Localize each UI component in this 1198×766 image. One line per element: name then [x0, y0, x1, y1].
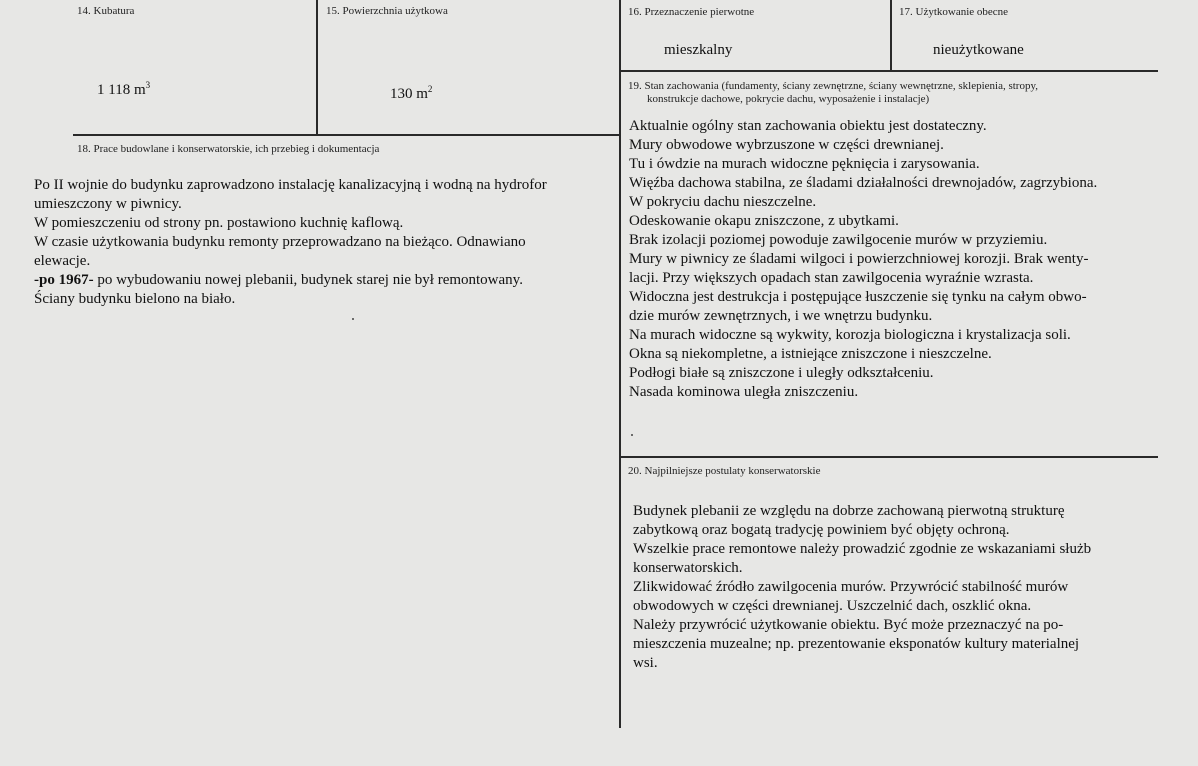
stan-label-line1: 19. Stan zachowania (fundamenty, ściany zewnętrzne, ściany wewnętrzne, sklepienia, stropy,: [628, 80, 1039, 92]
kubatura-value: [97, 80, 150, 99]
postulaty-line: Zlikwidować źródło zawilgocenia murów. Przywrócić stabilność murów: [633, 579, 1069, 595]
postulaty-line: obwodowych w części drewnianej. Uszczelnić dach, oszklić okna.: [633, 598, 1032, 614]
postulaty-line: Wszelkie prace remontowe należy prowadzić zgodnie ze wskazaniami służb: [633, 541, 1092, 557]
prace-line: [34, 271, 600, 290]
stan-line: Nasada kominowa uległa zniszczeniu.: [629, 384, 859, 400]
stan-line: Odeskowanie okapu zniszczone, z ubytkami.: [629, 213, 899, 229]
stan-line: Aktualnie ogólny stan zachowania obiektu jest dostateczny.: [629, 118, 987, 134]
powierzchnia-label: 15. Powierzchnia użytkowa: [326, 5, 448, 17]
divider: [890, 0, 892, 72]
prace-line: Ściany budynku bielono na biało.: [34, 291, 236, 307]
prace-label: 18. Prace budowlane i konserwatorskie, ich przebieg i dokumentacja: [77, 143, 380, 155]
prace-text: [34, 176, 600, 309]
stan-line: W pokryciu dachu nieszczelne.: [629, 194, 817, 210]
stan-text: [629, 117, 1149, 402]
divider: [620, 70, 1158, 72]
prace-date-bold: -po 1967-: [34, 272, 94, 288]
uzytkowanie-label: 17. Użytkowanie obecne: [899, 6, 1009, 18]
divider: [73, 134, 620, 136]
stray-mark: [631, 434, 633, 436]
stray-mark: [352, 318, 354, 320]
stan-line: Na murach widoczne są wykwity, korozja biologiczna i krystalizacja soli.: [629, 327, 1071, 343]
postulaty-label: 20. Najpilniejsze postulaty konserwatorskie: [628, 465, 821, 477]
prace-line: elewacje.: [34, 253, 91, 269]
prace-line: W pomieszczeniu od strony pn. postawiono kuchnię kaflową.: [34, 215, 404, 231]
stan-line: Mury w piwnicy ze śladami wilgoci i powierzchniowej korozji. Brak wenty-: [629, 251, 1089, 267]
stan-line: Mury obwodowe wybrzuszone w części drewnianej.: [629, 137, 944, 153]
prace-line: W czasie użytkowania budynku remonty przeprowadzano na bieżąco. Odnawiano: [34, 234, 526, 250]
przeznaczenie-value: mieszkalny: [664, 42, 733, 58]
stan-label-line2: konstrukcje dachowe, pokrycie dachu, wyposażenie i instalacje): [647, 93, 930, 105]
powierzchnia-number: 130 m: [390, 86, 428, 102]
stan-line: Brak izolacji poziomej powoduje zawilgocenie murów w przyziemiu.: [629, 232, 1048, 248]
kubatura-unit-exponent: 3: [145, 80, 151, 90]
postulaty-line: wsi.: [633, 655, 658, 671]
prace-line-rest: po wybudowaniu nowej plebanii, budynek starej nie był remontowany.: [93, 272, 523, 288]
prace-line: Po II wojnie do budynku zaprowadzono instalację kanalizacyjną i wodną na hydrofor: [34, 177, 547, 193]
prace-line: umieszczony w piwnicy.: [34, 196, 182, 212]
stan-line: Więźba dachowa stabilna, ze śladami działalności drewnojadów, zagrzybiona.: [629, 175, 1098, 191]
kubatura-number: 1 118 m: [97, 82, 146, 98]
stan-line: dzie murów zewnętrznych, i we wnętrzu budynku.: [629, 308, 933, 324]
przeznaczenie-label: 16. Przeznaczenie pierwotne: [628, 6, 755, 18]
powierzchnia-value: [390, 84, 432, 103]
stan-line: Widoczna jest destrukcja i postępujące łuszczenie się tynku na całym obwo-: [629, 289, 1087, 305]
stan-line: Podłogi białe są zniszczone i uległy odkształceniu.: [629, 365, 934, 381]
powierzchnia-unit-exponent: 2: [427, 84, 433, 94]
postulaty-text: [633, 502, 1145, 673]
postulaty-line: zabytkową oraz bogatą tradycję powiniem być objęty ochroną.: [633, 522, 1010, 538]
postulaty-line: Budynek plebanii ze względu na dobrze zachowaną pierwotną strukturę: [633, 503, 1065, 519]
postulaty-line: Należy przywrócić użytkowanie obiektu. Być może przeznaczyć na po-: [633, 617, 1064, 633]
kubatura-label: 14. Kubatura: [77, 5, 135, 17]
stan-line: Tu i ówdzie na murach widoczne pęknięcia i zarysowania.: [629, 156, 980, 172]
postulaty-line: mieszczenia muzealne; np. prezentowanie eksponatów kultury materialnej: [633, 636, 1080, 652]
stan-line: Okna są niekompletne, a istniejące zniszczone i nieszczelne.: [629, 346, 992, 362]
stan-line: lacji. Przy większych opadach stan zawilgocenia wyraźnie wzrasta.: [629, 270, 1034, 286]
divider: [316, 0, 318, 135]
divider: [619, 0, 621, 728]
divider: [620, 456, 1158, 458]
uzytkowanie-value: nieużytkowane: [933, 42, 1024, 58]
postulaty-line: konserwatorskich.: [633, 560, 743, 576]
